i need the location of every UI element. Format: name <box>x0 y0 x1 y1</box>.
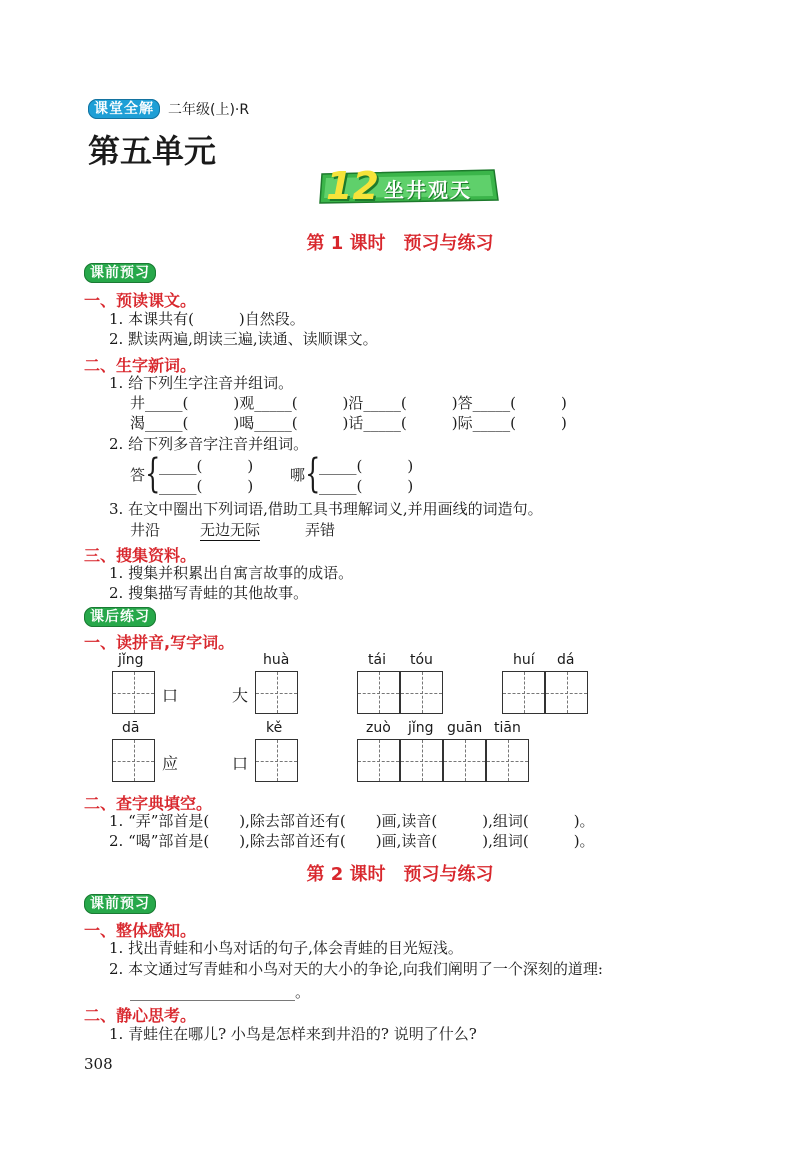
word-item: 井沿 <box>130 521 161 539</box>
lesson1-title: 第 1 课时 预习与练习 <box>306 233 494 254</box>
writing-cell[interactable] <box>255 671 298 714</box>
question-line: 1. “弄”部首是( ),除去部首还有( )画,读音( ),组词( )。 <box>109 812 595 830</box>
pinyin: tiān <box>494 720 521 736</box>
section-heading: 二、查字典填空。 <box>84 794 213 813</box>
given-char: 大 <box>232 686 249 705</box>
pinyin: kě <box>266 720 283 736</box>
lesson-banner <box>312 166 504 206</box>
pinyin: guān <box>447 720 483 736</box>
word-item-underlined: 无边无际 <box>200 521 261 539</box>
pre-study-tag-label: 课前预习 <box>84 894 156 914</box>
question-line: 1. 找出青蛙和小鸟对话的句子,体会青蛙的目光短浅。 <box>109 939 463 957</box>
fill-row: _____( ) <box>319 457 414 475</box>
writing-cell[interactable] <box>400 671 443 714</box>
series-badge <box>88 98 160 118</box>
pinyin: jǐng <box>118 652 144 668</box>
word-item: 弄错 <box>305 521 336 539</box>
writing-cell[interactable] <box>486 739 529 782</box>
writing-cell[interactable] <box>443 739 486 782</box>
pinyin: tóu <box>410 652 433 668</box>
question-line: 2. 本文通过写青蛙和小鸟对天的大小的争论,向我们阐明了一个深刻的道理: <box>109 960 603 978</box>
lesson-number: 12 <box>326 164 379 208</box>
pinyin: dá <box>557 652 575 668</box>
question-line: 1. 青蛙住在哪儿? 小鸟是怎样来到井沿的? 说明了什么? <box>109 1025 477 1043</box>
fill-row: _____( ) <box>159 477 254 495</box>
pinyin: zuò <box>366 720 391 736</box>
pinyin: huí <box>513 652 535 668</box>
section-heading: 一、读拼音,写字词。 <box>84 633 235 652</box>
pinyin: tái <box>368 652 386 668</box>
post-practice-tag <box>84 606 156 626</box>
question-line: 1. 本课共有( )自然段。 <box>109 310 305 328</box>
writing-cell[interactable] <box>112 739 155 782</box>
pinyin: jǐng <box>408 720 434 736</box>
post-practice-tag-label: 课后练习 <box>84 607 156 627</box>
writing-cell[interactable] <box>400 739 443 782</box>
fill-row: _____( ) <box>319 477 414 495</box>
question-line: 2. 搜集描写青蛙的其他故事。 <box>109 584 309 602</box>
page-number: 308 <box>84 1055 113 1073</box>
writing-cell[interactable] <box>357 671 400 714</box>
pre-study-tag-label: 课前预习 <box>84 263 156 283</box>
writing-cell[interactable] <box>255 739 298 782</box>
section-heading: 三、搜集资料。 <box>84 546 197 565</box>
series-badge-label: 课堂全解 <box>88 99 160 119</box>
section-heading: 二、生字新词。 <box>84 356 197 375</box>
writing-cell[interactable] <box>112 671 155 714</box>
lesson2-title: 第 2 课时 预习与练习 <box>306 864 494 885</box>
question-line: 2. 默读两遍,朗读三遍,读通、读顺课文。 <box>109 330 378 348</box>
given-char: 应 <box>162 754 179 773</box>
section-heading: 二、静心思考。 <box>84 1006 197 1025</box>
pinyin: dā <box>122 720 140 736</box>
given-char: 口 <box>232 754 249 773</box>
question-line: 2. 给下列多音字注音并组词。 <box>109 435 309 453</box>
answer-line[interactable]: ______________________。 <box>130 983 311 1001</box>
lesson-title: 坐井观天 <box>384 178 472 202</box>
section-heading: 一、整体感知。 <box>84 921 197 940</box>
pinyin: huà <box>263 652 290 668</box>
unit-title: 第五单元 <box>88 132 217 170</box>
question-line: 2. “喝”部首是( ),除去部首还有( )画,读音( ),组词( )。 <box>109 832 595 850</box>
section-heading: 一、预读课文。 <box>84 291 197 310</box>
brace-icon: { <box>305 451 321 497</box>
polyphone-char: 哪 <box>290 466 306 484</box>
writing-cell[interactable] <box>545 671 588 714</box>
grade-label: 二年级(上)·R <box>168 102 250 118</box>
question-line: 1. 给下列生字注音并组词。 <box>109 374 294 392</box>
question-line: 1. 搜集并积累出自寓言故事的成语。 <box>109 564 354 582</box>
fill-row: 井_____( )观_____( )沿_____( )答_____( ) <box>130 394 567 412</box>
pre-study-tag <box>84 262 156 282</box>
fill-row: _____( ) <box>159 457 254 475</box>
polyphone-char: 答 <box>130 466 146 484</box>
fill-row: 渴_____( )喝_____( )话_____( )际_____( ) <box>130 414 567 432</box>
given-char: 口 <box>162 686 179 705</box>
pre-study-tag <box>84 893 156 913</box>
writing-cell[interactable] <box>502 671 545 714</box>
question-line: 3. 在文中圈出下列词语,借助工具书理解词义,并用画线的词造句。 <box>109 500 543 518</box>
writing-cell[interactable] <box>357 739 400 782</box>
brace-icon: { <box>145 451 161 497</box>
